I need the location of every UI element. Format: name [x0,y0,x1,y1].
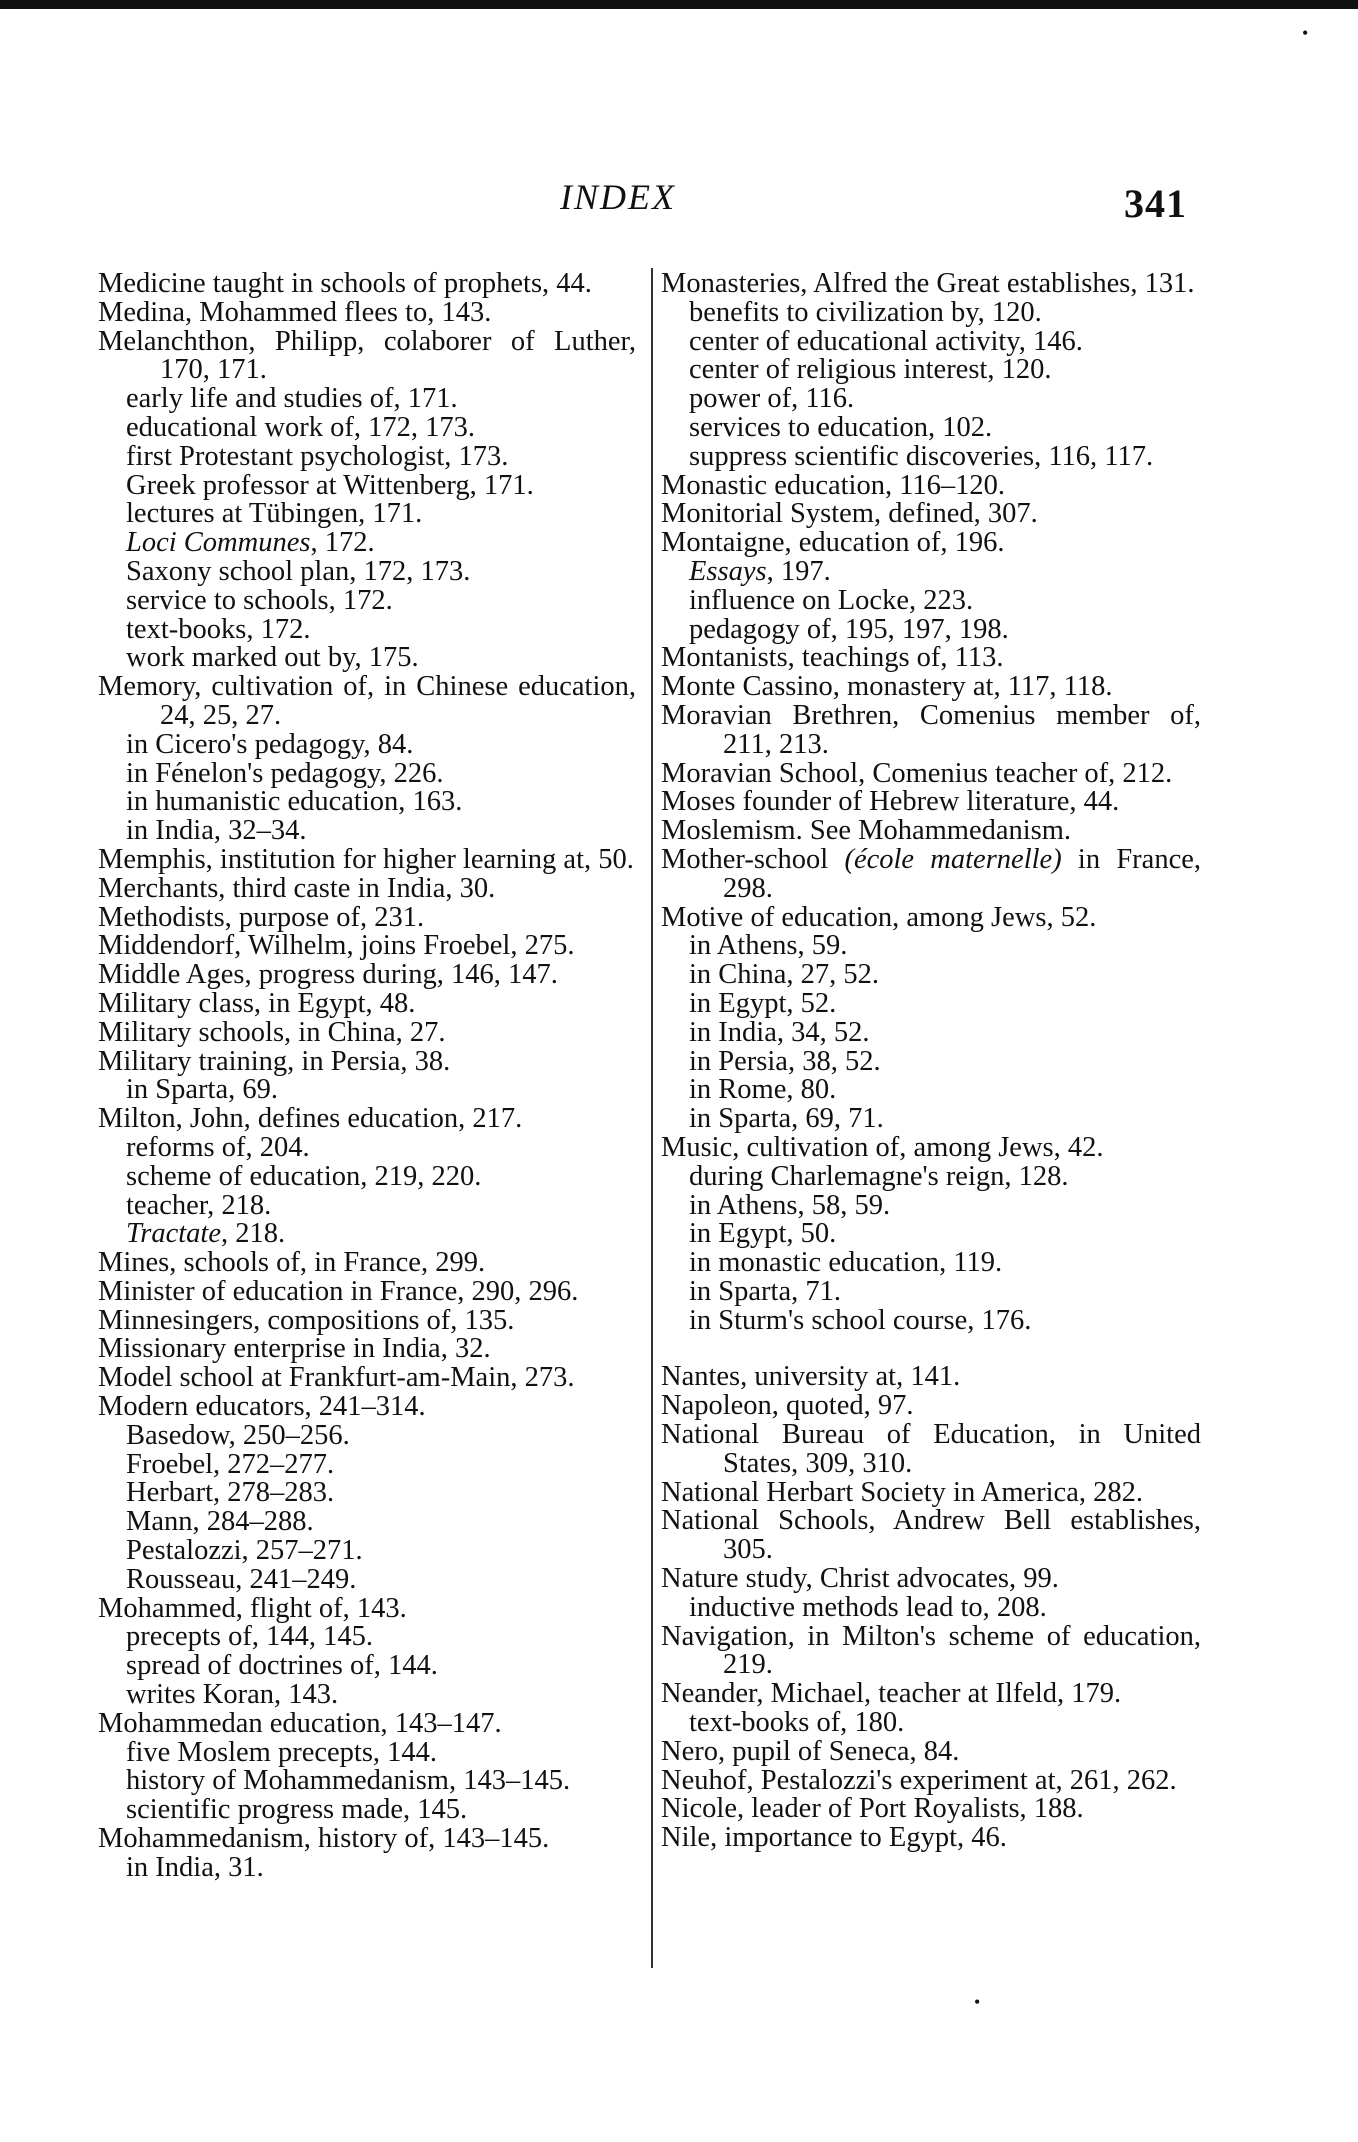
margin-mark: • [1302,23,1309,43]
index-subentry: writes Koran, 143. [126,1679,339,1711]
index-subentry: in Athens, 59. [689,930,848,962]
index-entry: Montanists, teachings of, 113. [661,642,1004,674]
index-subentry: work marked out by, 175. [126,642,419,674]
index-entry: National Herbart Society in America, 282. [661,1476,1143,1508]
index-entry: National Bureau of Education, in United States, 309, 310. [661,1419,1201,1479]
index-subentry: in Persia, 38, 52. [689,1045,881,1077]
index-subentry: suppress scientific discoveries, 116, 117. [689,440,1154,472]
index-subentry: in humanistic education, 163. [126,786,463,818]
index-entry: Middendorf, Wilhelm, joins Froebel, 275. [98,930,575,962]
index-entry: Mohammed, flight of, 143. [98,1592,407,1624]
index-subentry: scheme of education, 219, 220. [126,1160,482,1192]
index-subentry: Rousseau, 241–249. [126,1563,357,1595]
index-entry: Napoleon, quoted, 97. [661,1390,914,1422]
index-subentry: in Sturm's school course, 176. [689,1304,1032,1336]
entry-text: Mother-school [661,843,829,875]
index-subentry: in Fénelon's pedagogy, 226. [126,757,444,789]
entry-text: in France, 298. [723,843,1201,904]
index-subentry: service to schools, 172. [126,584,393,616]
index-subentry: Mann, 284–288. [126,1506,314,1538]
index-subentry: in Rome, 80. [689,1074,837,1106]
italic-term: (école maternelle) [844,843,1062,875]
index-column-right [661,270,1201,1853]
index-subentry: pedagogy of, 195, 197, 198. [689,613,1009,645]
index-subentry: in Sparta, 71. [689,1275,841,1307]
index-subentry: in Cicero's pedagogy, 84. [126,728,414,760]
index-entry: Motive of education, among Jews, 52. [661,901,1097,933]
index-entry: National Schools, Andrew Bell establishes, 305. [661,1505,1201,1566]
index-entry: Moravian Brethren, Comenius member of, 211, 213. [661,699,1201,760]
index-subentry: history of Mohammedanism, 143–145. [126,1765,571,1797]
index-entry: Methodists, purpose of, 231. [98,901,425,933]
index-subentry [98,1220,636,1249]
index-subentry: services to education, 102. [689,411,993,443]
index-subentry: in India, 34, 52. [689,1016,870,1048]
index-entry [661,843,1201,904]
index-subentry: teacher, 218. [126,1189,272,1221]
index-subentry: Basedow, 250–256. [126,1419,350,1451]
index-entry: Military class, in Egypt, 48. [98,987,416,1019]
index-entry: Monitorial System, defined, 307. [661,498,1038,530]
index-entry: Milton, John, defines education, 217. [98,1103,523,1135]
index-subentry: center of educational activity, 146. [689,325,1083,357]
index-entry: Military training, in Persia, 38. [98,1045,451,1077]
index-entry: Minnesingers, compositions of, 135. [98,1304,515,1336]
index-entry: Moses founder of Hebrew literature, 44. [661,786,1120,818]
italic-title: Loci Communes [126,527,311,559]
index-subentry: early life and studies of, 171. [126,383,458,415]
index-entry: Missionary enterprise in India, 32. [98,1333,491,1365]
index-entry: Navigation, in Milton's scheme of education, 219. [661,1620,1201,1681]
index-entry: Monte Cassino, monastery at, 117, 118. [661,671,1113,703]
index-subentry: precepts of, 144, 145. [126,1621,373,1653]
section-gap [661,1335,1201,1363]
index-entry: Neuhof, Pestalozzi's experiment at, 261, 262. [661,1764,1177,1796]
index-subentry: five Moslem precepts, 144. [126,1736,438,1768]
index-subentry: in Egypt, 52. [689,987,837,1019]
index-entry: Memphis, institution for higher learning at, 50. [98,843,634,875]
top-border-rule [0,0,1358,9]
index-entry: Moslemism. See Mohammedanism. [661,815,1072,847]
page-number: 341 [1124,181,1187,226]
index-subentry: in China, 27, 52. [689,959,879,991]
index-entry: Moravian School, Comenius teacher of, 212. [661,757,1173,789]
index-entry: Monasteries, Alfred the Great establishes, 131. [661,268,1195,299]
index-subentry: Saxony school plan, 172, 173. [126,555,471,587]
index-entry: Modern educators, 241–314. [98,1391,426,1423]
index-subentry: in Sparta, 69. [126,1074,278,1106]
index-entry: Middle Ages, progress during, 146, 147. [98,959,558,991]
entry-text: , 197. [766,555,831,587]
index-subentry [98,529,636,558]
italic-title: Essays [689,555,767,587]
index-subentry: in India, 31. [126,1851,264,1883]
entry-text: , 218. [221,1218,286,1250]
index-entry: Military schools, in China, 27. [98,1016,446,1048]
index-subentry: text-books, 172. [126,613,311,645]
index-subentry: in monastic education, 119. [689,1247,1003,1279]
index-entry: Nantes, university at, 141. [661,1361,961,1393]
index-subentry: scientific progress made, 145. [126,1794,468,1826]
index-subentry: Froebel, 272–277. [126,1448,335,1480]
index-subentry: power of, 116. [689,383,855,415]
index-subentry: during Charlemagne's reign, 128. [689,1160,1069,1192]
index-entry: Neander, Michael, teacher at Ilfeld, 179. [661,1678,1122,1710]
index-subentry: educational work of, 172, 173. [126,411,476,443]
index-subentry: in India, 32–34. [126,815,307,847]
bottom-mark: • [974,1992,981,2012]
index-entry: Medicine taught in schools of prophets, 44. [98,268,592,299]
index-entry: Melanchthon, Philipp, colaborer of Luther, 170, 171. [98,325,636,386]
index-entry: Mohammedanism, history of, 143–145. [98,1823,550,1855]
index-subentry: reforms of, 204. [126,1131,310,1163]
index-subentry: in Egypt, 50. [689,1218,837,1250]
index-entry: Merchants, third caste in India, 30. [98,872,496,904]
index-subentry: Greek professor at Wittenberg, 171. [126,469,534,501]
index-subentry: in Athens, 58, 59. [689,1189,891,1221]
index-subentry [661,555,1201,587]
index-subentry: Herbart, 278–283. [126,1477,335,1509]
index-entry: Mines, schools of, in France, 299. [98,1247,486,1279]
italic-title: Tractate [126,1218,222,1250]
index-subentry: Pestalozzi, 257–271. [126,1535,363,1567]
index-column-left [98,270,636,1883]
index-subentry: text-books of, 180. [689,1707,905,1739]
index-subentry: center of religious interest, 120. [689,354,1052,386]
index-subentry: first Protestant psychologist, 173. [126,440,509,472]
index-subentry: benefits to civilization by, 120. [689,296,1042,328]
index-entry: Nature study, Christ advocates, 99. [661,1563,1059,1595]
index-subentry: spread of doctrines of, 144. [126,1650,438,1682]
index-entry: Nicole, leader of Port Royalists, 188. [661,1793,1084,1825]
index-entry: Nero, pupil of Seneca, 84. [661,1735,960,1767]
column-divider [651,268,653,1968]
index-entry: Music, cultivation of, among Jews, 42. [661,1131,1104,1163]
index-entry: Memory, cultivation of, in Chinese education, 24, 25, 27. [98,671,636,731]
index-subentry: inductive methods lead to, 208. [689,1591,1047,1623]
running-head: INDEX [560,177,676,217]
entry-text: , 172. [310,527,375,559]
index-subentry: in Sparta, 69, 71. [689,1103,884,1135]
index-entry: Model school at Frankfurt-am-Main, 273. [98,1362,575,1394]
index-subentry: influence on Locke, 223. [689,584,974,616]
index-entry: Mohammedan education, 143–147. [98,1707,502,1739]
index-entry: Montaigne, education of, 196. [661,527,1005,559]
index-entry: Minister of education in France, 290, 296. [98,1275,579,1307]
index-entry: Nile, importance to Egypt, 46. [661,1822,1007,1854]
index-subentry: lectures at Tübingen, 171. [126,498,423,530]
index-entry: Monastic education, 116–120. [661,469,1006,501]
index-entry: Medina, Mohammed flees to, 143. [98,296,492,328]
